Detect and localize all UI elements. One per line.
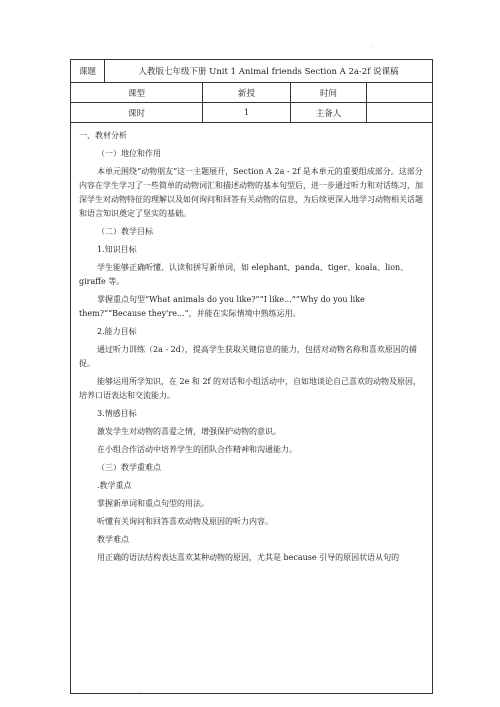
course-title: 人教版七年级下册 Unit 1 Animal friends Section A 2a-2f 说课稿	[105, 60, 433, 83]
paragraph: 能够运用所学知识，在 2e 和 2f 的对话和小组活动中，自如地谈论自己喜欢的动物及原因，培养口语表达和交流能力。	[79, 377, 422, 400]
period-value: 1	[203, 103, 291, 123]
content-row	[71, 123, 433, 694]
goal-heading: 1.知识目标	[97, 245, 137, 254]
period-row	[71, 103, 433, 123]
subsection-heading: （一）地位和作用	[97, 149, 161, 158]
course-label: 课题	[71, 60, 105, 83]
goal-heading: 2.能力目标	[97, 327, 137, 336]
time-label: 时间	[291, 83, 367, 103]
paragraph: 本单元围绕“动物朋友”这一主题展开，Section A 2a - 2f 是本单元的重要组成部分。这部分内容在学生学习了一些简单的动物词汇和描述动物的基本句型后，进一步通过听力和对话练习，加深学生对动物特征的理解以及如何询问和回答有关动物的信息，为后续更深入地学习动物相关话题和语言知识奠定了坚实的基础。	[79, 167, 423, 218]
lesson-plan-table	[70, 59, 433, 694]
paragraph: 听懂有关询问和回答喜欢动物及原因的听力内容。	[97, 517, 273, 526]
paragraph: 通过听力训练（2a - 2d），提高学生获取关键信息的能力，包括对动物名称和喜欢原因的捕捉。	[79, 345, 417, 368]
preparer-label: 主备人	[291, 103, 367, 123]
paragraph: 掌握新单词和重点句型的用法。	[97, 499, 209, 508]
subsection-heading: （二）教学目标	[97, 227, 153, 236]
paragraph: 用正确的语法结构表达喜欢某种动物的原因，尤其是 because 引导的原因状语从句的	[97, 553, 400, 562]
lesson-type-row	[71, 83, 433, 103]
lesson-type-value: 新授	[203, 83, 291, 103]
goal-heading: 3.情感目标	[97, 409, 137, 418]
time-value	[367, 83, 433, 103]
decorative-dot: .	[138, 688, 140, 695]
subsection-heading: （三）教学重难点	[97, 463, 161, 472]
preparer-value	[367, 103, 433, 123]
period-label: 课时	[71, 103, 203, 123]
goal-heading: .教学重点	[97, 481, 132, 490]
paragraph: 掌握重点句型“What animals do you like?”“I like...”“Why do you like them?”“Because they're...”，并能在实际情境中熟练运用。	[79, 295, 365, 318]
goal-heading: 教学难点	[97, 535, 129, 544]
course-title-row	[71, 60, 433, 83]
content-body	[71, 123, 433, 694]
section-heading: 一、教材分析	[79, 131, 127, 140]
paragraph: 激发学生对动物的喜爱之情，增强保护动物的意识。	[97, 427, 281, 436]
paragraph: 在小组合作活动中培养学生的团队合作精神和沟通能力。	[97, 445, 297, 454]
decorative-dot: .	[372, 42, 374, 49]
lesson-type-label: 课型	[71, 83, 203, 103]
paragraph: 学生能够正确听懂、认读和拼写新单词，如 elephant、panda、tiger、koala、lion、giraffe 等。	[79, 263, 409, 286]
